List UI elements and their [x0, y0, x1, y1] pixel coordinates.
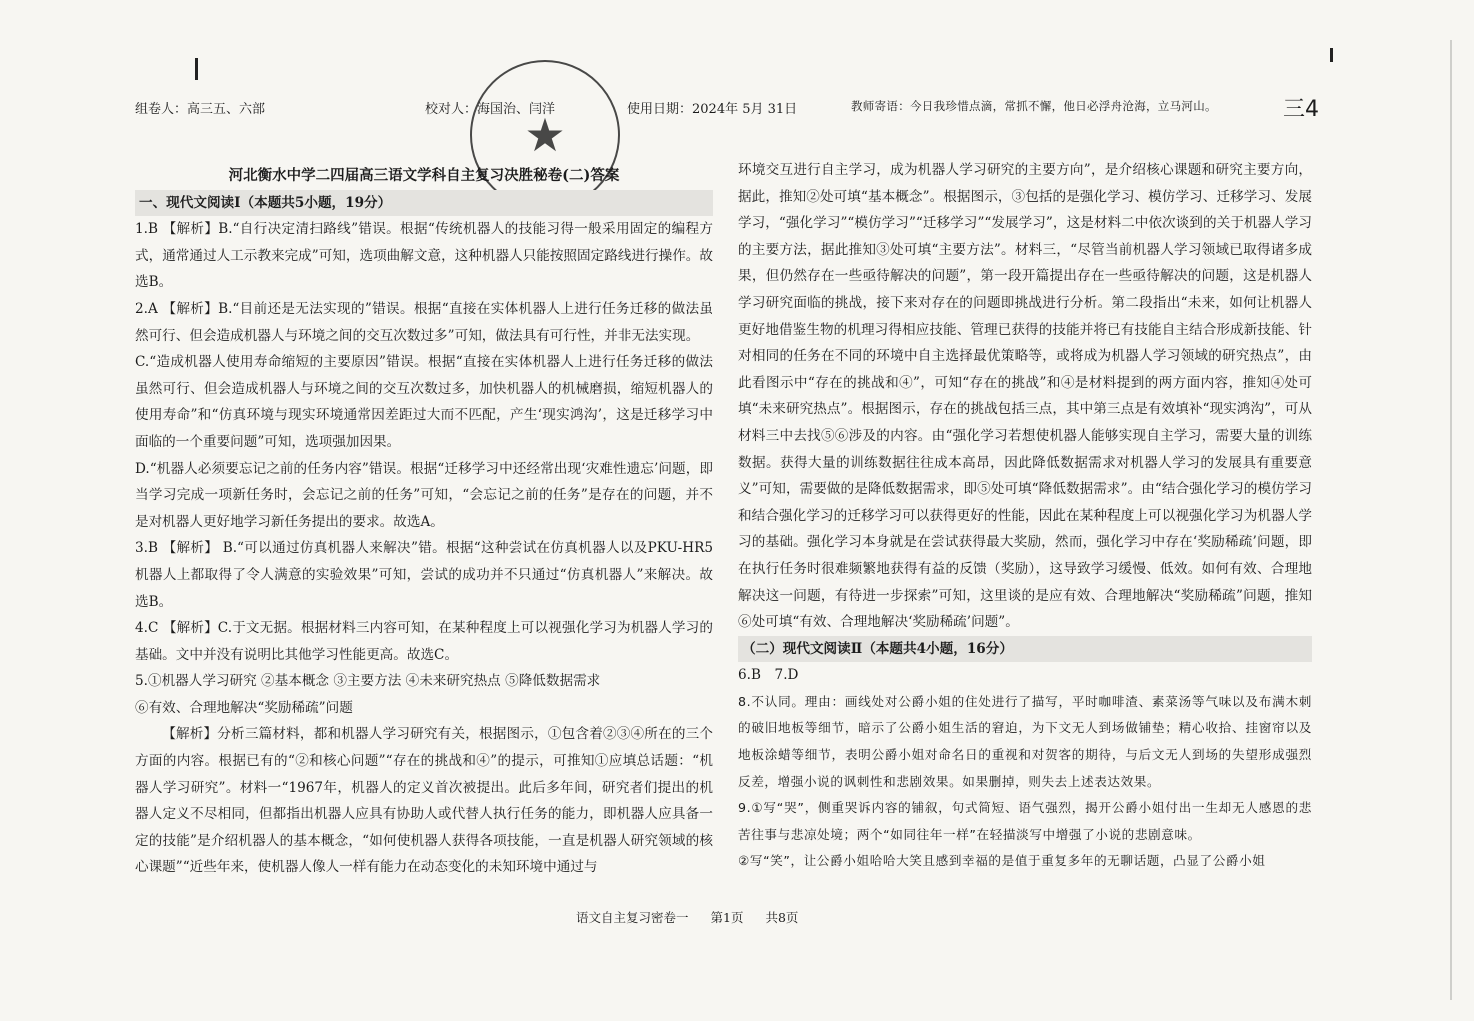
answer-paragraph: 3.B 【解析】 B.“可以通过仿真机器人来解决”错。根据“这种尝试在仿真机器人以及PKU-HR5机器人上都取得了令人满意的实验效果”可知，尝试的成功并不只通过“仿真机器人”来解决。故选B。	[135, 540, 713, 610]
section-heading-2: （二）现代文阅读Ⅱ（本题共4小题，16分）	[738, 636, 1312, 663]
handwritten-page-mark: 三4	[1283, 97, 1319, 122]
page-footer	[576, 908, 816, 926]
header	[135, 98, 1414, 120]
answer-paragraph: 2.A 【解析】B.“目前还是无法实现的”错误。根据“直接在实体机器人上进行任务迁移的做法虽然可行、但会造成机器人与环境之间的交互次数过多”可知，做法具有可行性，并非无法实现。	[135, 300, 713, 344]
footer-total-pages: 共8页	[765, 910, 799, 925]
compiler: 组卷人：高三五、六部	[135, 102, 266, 117]
teacher-motto: 教师寄语：今日我珍惜点滴，常抓不懈，他日必浮舟沧海，立马河山。	[851, 99, 1217, 113]
right-column	[738, 157, 1312, 875]
usage-date: 使用日期：2024年 5月 31日	[627, 102, 798, 117]
answer-paragraph: 4.C 【解析】C.于文无据。根据材料三内容可知，在某种程度上可以视强化学习为机器人学习的基础。文中并没有说明比其他学习性能更高。故选C。	[135, 620, 713, 663]
section-heading-1: 一、现代文阅读Ⅰ（本题共5小题，19分）	[135, 190, 713, 217]
seal-star-icon: ★	[524, 108, 566, 162]
pen-mark	[1330, 48, 1333, 62]
document-title: 河北衡水中学二四届高三语文学科自主复习决胜秘卷(二)答案	[228, 167, 620, 184]
answer-paragraph: ⑥有效、合理地解决“奖励稀疏”问题	[135, 699, 353, 716]
answer-paragraph: D.“机器人必须要忘记之前的任务内容”错误。根据“迁移学习中还经常出现‘灾难性遗忘’问题，即当学习完成一项新任务时，会忘记之前的任务”可知，“会忘记之前的任务”是存在的问题，并不是对机器人更好地学习新任务提出的要求。故选A。	[135, 460, 713, 530]
answer-paragraph: 环境交互进行自主学习，成为机器人学习研究的主要方向”，是介绍核心课题和研究主要方向，据此，推知②处可填“基本概念”。根据图示，③包括的是强化学习、模仿学习、迁移学习、发展学习，“强化学习”“模仿学习”“迁移学习”“发展学习”，这是材料二中依次谈到的关于机器人学习的主要方法，据此推知③处可填“主要方法”。材料三，“尽管当前机器人学习领域已取得诸多成果，但仍然存在一些亟待解决的问题”，第一段开篇提出存在一些亟待解决的问题，这是机器人学习研究面临的挑战，接下来对存在的问题即挑战进行分析。第二段指出“未来，如何让机器人更好地借鉴生物的机理习得相应技能、管理已获得的技能并将已有技能自主结合形成新技能、针对相同的任务在不同的环境中自主选择最优策略等，或将成为机器人学习领域的研究热点”，由此看图示中“存在的挑战和④”，可知“存在的挑战”和④是材料提到的两方面内容，推知④处可填“未来研究热点”。根据图示，存在的挑战包括三点，其中第三点是有效填补“现实鸿沟”，可从材料三中去找⑤⑥涉及的内容。由“强化学习若想使机器人能够实现自主学习，需要大量的训练数据。获得大量的训练数据往往成本高昂，因此降低数据需求对机器人学习的发展具有重要意义”可知，需要做的是降低数据需求，即⑤处可填“降低数据需求”。由“结合强化学习的模仿学习和结合强化学习的迁移学习可以获得更好的性能，因此在某种程度上可以视强化学习为机器人学习的基础。强化学习本身就是在尝试获得最大奖励，然而，强化学习中存在‘奖励稀疏’问题，即在执行任务时很难频繁地获得有益的反馈（奖励），这导致学习缓慢、低效。如何有效、合理地解决这一问题，有待进一步探索”可知，这里谈的是应有效、合理地解决“奖励稀疏”问题，推知⑥处可填“有效、合理地解决‘奖励稀疏’问题”。	[738, 162, 1312, 631]
handwritten-answer: 8.不认同。理由：画线处对公爵小姐的住处进行了描写，平时咖啡渣、素菜汤等气味以及布满木刺的破旧地板等细节，暗示了公爵小姐生活的窘迫，为下文无人到场做铺垫；精心收拾、挂窗帘以及地板涂蜡等细节，表明公爵小姐对命名日的重视和对贺客的期待，与后文无人到场的失望形成强烈反差，增强小说的讽刺性和悲剧效果。如果删掉，则失去上述表达效果。	[738, 693, 1312, 789]
left-column	[135, 163, 713, 881]
pen-mark	[195, 58, 198, 80]
answer-paragraph: C.“造成机器人使用寿命缩短的主要原因”错误。根据“直接在实体机器人上进行任务迁移的做法虽然可行、但会造成机器人与环境之间的交互次数过多，加快机器人的机械磨损，缩短机器人的使用寿命”和“仿真环境与现实环境通常因差距过大而不匹配，产生‘现实鸿沟’，这是迁移学习中面临的一个重要问题”可知，选项强加因果。	[135, 354, 713, 450]
handwritten-answer: 9.①写“哭”，侧重哭诉内容的铺叙，句式简短、语气强烈，揭开公爵小姐付出一生却无人感恩的悲苦往事与悲凉处境；两个“如同往年一样”在轻描淡写中增强了小说的悲剧意味。	[738, 800, 1312, 842]
answer-paragraph: 【解析】分析三篇材料，都和机器人学习研究有关，根据图示，①包含着②③④所在的三个方面的内容。根据已有的“②和核心问题”“存在的挑战和④”的提示，可推知①应填总话题：“机器人学习研究”。材料一“1967年，机器人的定义首次被提出。此后多年间，研究者们提出的机器人定义不尽相同，但都指出机器人应具有协助人或代替人执行任务的能力，即机器人应具备一定的技能”是介绍机器人的基本概念，“如何使机器人获得各项技能，一直是机器人研究领域的核心课题”“近些年来，使机器人像人一样有能力在动态变化的未知环境中通过与	[135, 726, 713, 876]
answer-paragraph: 1.B 【解析】B.“自行决定清扫路线”错误。根据“传统机器人的技能习得一般采用固定的编程方式，通常通过人工示教来完成”可知，选项曲解文意，这种机器人只能按照固定路线进行操作。故选B。	[135, 221, 713, 291]
page-edge-shadow	[1450, 40, 1452, 1000]
footer-subject: 语文自主复习密卷一	[576, 910, 689, 925]
reviewer: 校对人：海国治、闫洋	[425, 102, 556, 117]
answer-paragraph: 5.①机器人学习研究 ②基本概念 ③主要方法 ④未来研究热点 ⑤降低数据需求	[135, 673, 601, 690]
answer-paragraph: 6.B 7.D	[738, 667, 799, 684]
footer-page-number: 第1页	[710, 910, 744, 925]
handwritten-answer: ②写“笑”，让公爵小姐哈哈大笑且感到幸福的是值于重复多年的无聊话题，凸显了公爵小姐	[738, 853, 1266, 869]
